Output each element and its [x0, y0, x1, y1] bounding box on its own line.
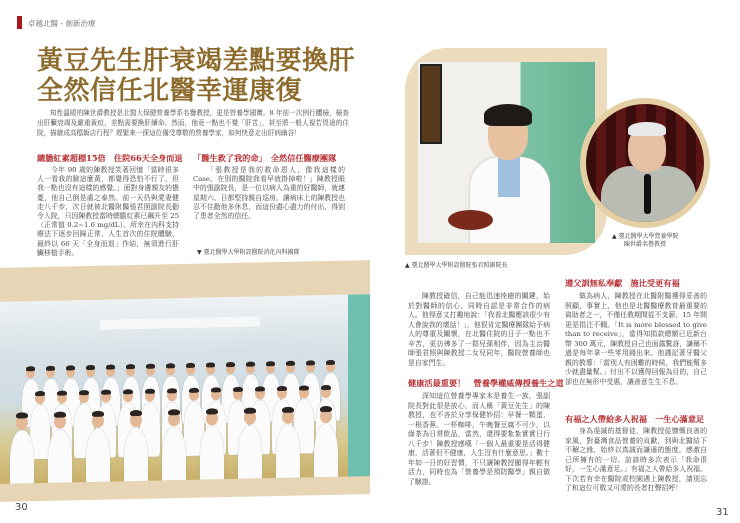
team-member-coat [200, 426, 224, 484]
team-member-hair [244, 408, 256, 414]
team-member-hair [86, 365, 95, 370]
doctor-hair [484, 104, 532, 126]
team-member-hair [282, 407, 294, 413]
section-body-4: 做為病人，陳教授在北醫附醫獲得妥善的照顧，事實上，他也是北醫醫療教育最重要的資助者之一，不僅任教期間從不支薪，15 年間更是捐注不輟。「It is more blessed to give than to receive」，當得知捐款總額已近新台幣 300 萬元，陳教授自己也面露驚訝，謙稱不過是每年拿一些零用錢出來。他謹記著牙醫父親的教導：「當別人有困難的時候，我們能幫多少就盡量幫。」付出不以獲得回報為目的，自己卻也在無形中受惠，讓善意生生不息。 [565, 292, 707, 386]
ceiling-light [100, 316, 260, 329]
section-heading-4: 遵父訓無私奉獻 施比受更有福 [565, 278, 680, 288]
team-member-coat [86, 429, 110, 484]
professor-photo [586, 104, 704, 222]
section-body-2: 「張教授是我的救命恩人，像我這樣的 Case，在別的醫院我看早就掛掉啦！」陳教授眼中的張副院長，是一位以病人為重的好醫師，就連星期六、日都堅持親自巡房，讓病床上的陳教授也忍不住勸他多休息，而這份盡心盡力的付出，得到了患者全然的信任。 [193, 166, 345, 221]
section-heading-5: 有福之人帶給多人祝福 一生心滿意足 [565, 414, 705, 424]
team-member-hair [211, 387, 221, 392]
team-member-hair [246, 362, 255, 367]
team-member-hair [126, 364, 135, 369]
team-member-hair [16, 413, 28, 419]
team-member-coat [162, 427, 186, 484]
page-number-left: 30 [15, 502, 28, 513]
team-member-coat [314, 424, 338, 484]
team-member-hair [186, 363, 195, 368]
team-member-hair [277, 385, 287, 390]
team-member-coat [276, 425, 300, 484]
team-member-hair [286, 361, 295, 366]
team-member-hair [320, 406, 332, 412]
team-member-hair [57, 390, 67, 395]
team-member-hair [66, 365, 75, 370]
article-title [37, 46, 355, 106]
team-member-hair [233, 386, 243, 391]
section-body-3: 深知這位營養學專家本是養生一族，張副院長對此很是放心，而人稱「黃豆先生」的陳教授，也不吝於分享保健妙招：早餐一顆蛋、一根香蕉、一杯咖啡，午晚餐豆腐不可少，以綠茶為日常飲品，當然，還得要紮紮實實日行八千步！陳教授感嘆「一個人最重要是活得健康，活著但不健康，人生沒有什麼意思。」數十年如一日的好習慣，不只讓陳教授顯得年輕有活力，同時也為「營養學是預防醫學」親自做了驗證。 [408, 392, 550, 486]
group-photo-caption: ▼ 臺北醫學大學附設醫院消化內科團隊 [195, 246, 302, 257]
team-member-hair [35, 391, 45, 396]
section-body-1: 今年 90 歲的陳教授笑著回憶「當時很多人一看我的臉這麼黃，都覺得恐怕不行了，但我一點也沒有這樣的感覺。」面對身邊親友的擔憂，他自己倒是處之泰然。前一天仍與愛妻健走八千步，次日就被北醫附醫張君照副院長勸令入院，只因陳教授當時總膽紅素已飆升至 25 （正常值 0.2~1.6 mg/dL）。所幸在內科支持療法下逐步回歸正常，人生首次的住院體驗，最終以 66 天「全身而退」作結，無須進行肝臟移植手術。 [37, 166, 179, 257]
team-member-hair [146, 364, 155, 369]
team-member-hair [168, 409, 180, 415]
team-member-hair [101, 389, 111, 394]
team-member-coat [124, 428, 148, 484]
team-member-hair [266, 361, 275, 366]
team-member-coat [48, 429, 72, 484]
doctor-photo [418, 62, 595, 243]
section-heading-2: 「醫生救了我的命」 全然信任醫療團隊 [193, 153, 337, 163]
liver-model [448, 210, 493, 230]
team-member-hair [226, 362, 235, 367]
team-member-hair [326, 360, 335, 365]
team-member-hair [206, 363, 215, 368]
team-member-hair [306, 360, 315, 365]
team-member-hair [123, 389, 133, 394]
team-member-hair [255, 386, 265, 391]
section-tag: 卓越北醫 - 創新治療 [28, 19, 96, 28]
team-member-hair [26, 366, 35, 371]
shirt [498, 157, 520, 197]
team-member-hair [321, 385, 331, 390]
team-member-hair [130, 410, 142, 416]
professor-photo-caption: ▲ 臺北醫學大學營養學院 陳世爵名譽教授 [612, 233, 679, 248]
microphone [644, 174, 651, 214]
title-line-2: 全然信任北醫幸運康復 [37, 76, 303, 106]
group-photo [0, 294, 370, 484]
team-member-hair [79, 390, 89, 395]
doctor-photo-caption: ▲ 臺北醫學大學附設醫院張君照副院長 [405, 262, 508, 269]
wall-painting [420, 64, 442, 144]
team-member-hair [92, 411, 104, 417]
team-member-hair [54, 412, 66, 418]
section-heading-3: 健康活最重要！ 營養學權威傳授養生之道 [408, 378, 564, 388]
section-body-5: 身為虔誠的基督徒，陳教授從慷慨良善的家風，對臺灣食品營養的貢獻，到與北醫結下不解之緣，始終以真誠而謙遜的態度，感激自己所擁有的一切。訪談時多次表示「我命很好，一生心滿意足。」有福之人帶給多人祝福。下次若有幸在醫院或校園遇上陳教授，請別忘了和這位可敬又可愛的長者打聲招呼！ [565, 427, 707, 492]
team-member-hair [166, 363, 175, 368]
team-member-hair [167, 388, 177, 393]
team-member-hair [206, 409, 218, 415]
team-member-hair [46, 366, 55, 371]
team-member-hair [189, 387, 199, 392]
team-member-coat [238, 425, 262, 483]
right-col1-intro: 陳教授確信，自己能迅速痊癒的關鍵，始於對醫師的信心，同時自認是非常合作的病人。他得意又打趣地說：「我看北醫應該很少有人會說我的壞話！」，他很肯定醫療團隊給予病人的尊重及關懷，在北醫住院的日子一點也不辛苦，更彷彿多了一群兒孫相伴，因為主治醫師張君照與陳教授二女兒同年，醫院營養師也是自家門生。 [408, 292, 550, 367]
page-number-right: 31 [716, 507, 729, 518]
section-tag-bar [17, 16, 22, 29]
title-line-1: 黃豆先生肝衰竭差點要換肝 [37, 46, 356, 76]
section-heading-1: 總膽紅素超標15倍 住院66天全身而退 [37, 153, 183, 163]
professor-hair [628, 122, 666, 136]
article-intro: 知性溫暖的陳世爵教授是北醫大保健營養學系名譽教授，更是營養學國寶。8 年前一次例行體檢，檢查出肝臟衰竭及嚴重黃疸，差點需要換肝續命。然而，他竟一點也不覺「肝苦」，甚至將一般人視若畏途的住院，描繪成高檔飯店行程？趕緊來一探這位備受尊敬的營養學家，如何快意走出肝病幽谷！ [37, 109, 349, 137]
team-member-hair [299, 385, 309, 390]
teal-wall [348, 294, 370, 476]
team-member-hair [145, 388, 155, 393]
team-member-hair [106, 365, 115, 370]
team-member-coat [10, 430, 34, 484]
